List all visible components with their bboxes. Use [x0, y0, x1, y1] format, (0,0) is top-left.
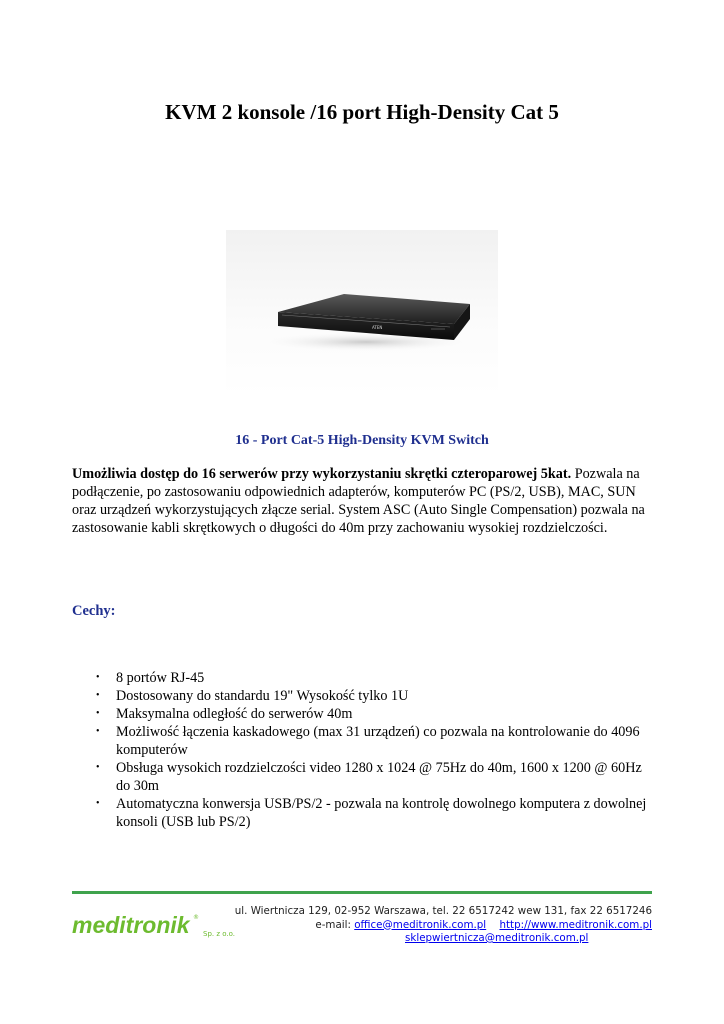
- features-heading: Cechy:: [72, 603, 116, 619]
- intro-text: Pozwala na podłączenie, po zastosowaniu odpowiednich adapterów, komputerów PC (PS/2, USB), MAC, SUN oraz urządzeń wykorzystujących złącze serial. System ASC (Auto Single Compensation) pozwala na zastosowanie kabli skrętkowych o długości do 40m przy zachowaniu wysokiej rozdzielczości.: [72, 466, 645, 536]
- list-item: • Automatyczna konwersja USB/PS/2 - pozwala na kontrolę dowolnego komputera z dowolnej konsoli (USB lub PS/2): [96, 796, 647, 830]
- page-title: KVM 2 konsole /16 port High-Density Cat 5: [165, 100, 559, 124]
- list-item: • 8 portów RJ-45: [96, 670, 205, 686]
- list-item: • Dostosowany do standardu 19" Wysokość tylko 1U: [96, 688, 409, 704]
- email-label: e-mail:: [315, 918, 351, 931]
- email-link[interactable]: office@meditronik.com.pl: [354, 918, 487, 931]
- bullet-icon: •: [96, 672, 100, 683]
- company-logo: [72, 907, 252, 947]
- footer-email-row: [232, 919, 652, 933]
- features-list: [72, 669, 652, 831]
- footer-address: ul. Wiertnicza 129, 02-952 Warszawa, tel. 22 6517242 wew 131, fax 22 6517246: [234, 905, 652, 917]
- product-subtitle: 16 - Port Cat-5 High-Density KVM Switch: [235, 433, 489, 448]
- bullet-icon: •: [96, 798, 100, 809]
- footer-shop-row: [232, 932, 652, 946]
- logo-registered: ®: [193, 914, 199, 921]
- bullet-icon: •: [96, 690, 100, 701]
- logo-suffix: Sp. z o.o.: [203, 930, 236, 938]
- kvm-switch-image: [226, 230, 498, 396]
- list-item: • Możliwość łączenia kaskadowego (max 31 urządzeń) co pozwala na kontrolowanie do 4096 komputerów: [96, 724, 640, 758]
- list-item: • Obsługa wysokich rozdzielczości video 1280 x 1024 @ 75Hz do 40m, 1600 x 1200 @ 60Hz do 30m: [96, 760, 642, 794]
- intro-bold-text: Umożliwia dostęp do 16 serwerów przy wykorzystaniu skrętki czteroparowej 5kat.: [72, 466, 572, 482]
- intro-paragraph: [72, 465, 652, 537]
- logo-text: meditronik: [72, 912, 190, 938]
- website-link[interactable]: http://www.meditronik.com.pl: [499, 918, 652, 931]
- bullet-icon: •: [96, 762, 100, 773]
- footer-divider: [72, 891, 652, 894]
- brand-mark: ATEN: [372, 325, 383, 330]
- bullet-icon: •: [96, 708, 100, 719]
- footer-contact: [232, 905, 652, 946]
- shop-email-link[interactable]: sklepwiertnicza@meditronik.com.pl: [405, 932, 589, 944]
- list-item: • Maksymalna odległość do serwerów 40m: [96, 706, 353, 722]
- bullet-icon: •: [96, 726, 100, 737]
